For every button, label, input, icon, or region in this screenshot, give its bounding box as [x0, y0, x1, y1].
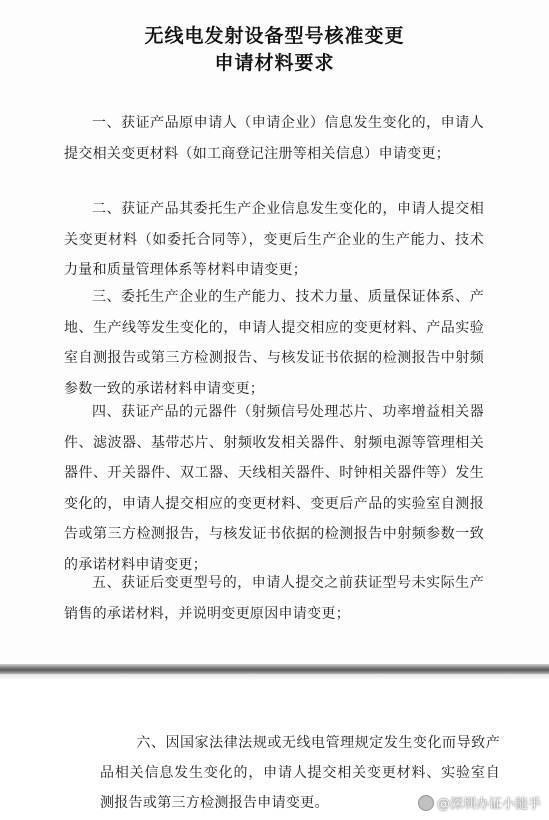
document-page-2	[0, 680, 549, 820]
paragraph-4: 四、获证产品的元器件（射频信号处理芯片、功率增益相关器件、滤波器、基带芯片、射频收发相关器件、射频电源等管理相关器件、开关器件、双工器、天线相关器件、时钟相关器件等）发生变化的，申请人提交相应的变更材料、变更后产品的实验室自测报告或第三方检测报告，与核发证书依据的检测报告中射频参数一致的承诺材料申请变更；	[64, 404, 484, 573]
paragraph-3: 三、委托生产企业的生产能力、技术力量、质量保证体系、产地、生产线等发生变化的，申请人提交相应的变更材料、产品实验室自测报告或第三方检测报告、与核发证书依据的检测报告中射频参数一致的承诺材料申请变更；	[64, 289, 484, 397]
watermark-logo-icon	[418, 795, 434, 811]
page-break-divider	[0, 664, 549, 674]
watermark	[418, 793, 541, 812]
paragraph-5: 五、获证后变更型号的，申请人提交之前获证型号未实际生产销售的承诺材料，并说明变更原因申请变更；	[64, 575, 484, 622]
paragraph-1: 一、获证产品原申请人（申请企业）信息发生变化的，申请人提交相关变更材料（如工商登记注册等相关信息）申请变更；	[64, 115, 484, 162]
watermark-text: @深圳办证小能手	[436, 797, 541, 812]
document-title-line1: 无线电发射设备型号核准变更	[144, 25, 405, 47]
document-title-line2: 申请材料要求	[214, 52, 335, 74]
paragraph-2: 二、获证产品其委托生产企业信息发生变化的，申请人提交相关变更材料（如委托合同等），变更后生产企业的生产能力、技术力量和质量管理体系等材料申请变更；	[64, 201, 484, 278]
paragraph-6: 六、因国家法律法规或无线电管理规定发生变化而导致产品相关信息发生变化的，申请人提交相关变更材料、实验室自测报告或第三方检测报告申请变更。	[100, 735, 500, 811]
